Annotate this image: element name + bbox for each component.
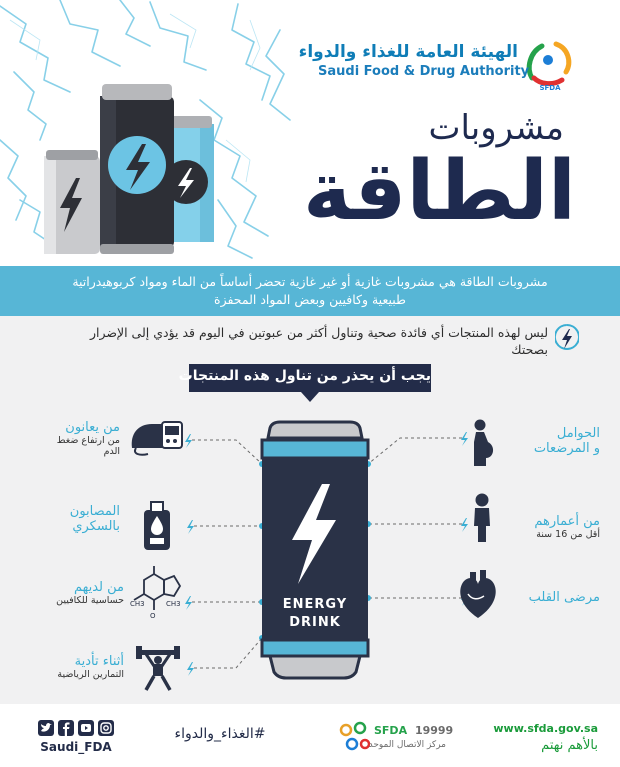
call-center-label: مركز الاتصال الموحد [368, 740, 446, 750]
group-title: من أعمارهم [534, 514, 600, 529]
blood-pressure-monitor-icon [128, 418, 184, 458]
group-title: من يعانون [65, 420, 120, 435]
call-center-logo-icon [338, 720, 372, 754]
logo-badge: SFDA [539, 84, 561, 92]
svg-text:O: O [150, 612, 156, 618]
can-label-line-2: DRINK [289, 615, 341, 630]
group-sub-1: أقل من 16 سنة [536, 529, 600, 540]
call-center-number [374, 724, 453, 737]
caffeine-molecule-icon [124, 566, 188, 618]
intro-line-2: طبيعية وكافيين وبعض المواد المحفزة [214, 292, 406, 307]
group-title-1: الحوامل [556, 426, 600, 441]
glucose-meter-icon [138, 500, 176, 554]
group-sub-1: التمارين الرياضية [57, 669, 124, 680]
intro-line-1: مشروبات الطاقة هي مشروبات غازية أو غير غازية تحضر أساساً من الماء ومواد كربوهيدراتية [72, 274, 548, 289]
title-subheading: مشروبات [428, 108, 564, 148]
energy-drink-can [262, 422, 368, 678]
logo-arabic-name: الهيئة العامة للغذاء والدواء [298, 42, 518, 62]
slogan: بالأهم نهتم [541, 738, 598, 753]
group-heart-patients [506, 590, 600, 605]
group-sub-1: حساسية للكافيين [56, 595, 124, 606]
hashtag: #الغذاء_والدواء [174, 726, 266, 742]
section-heading: يجب أن يحذر من تناول هذه المنتجات [178, 368, 431, 384]
warning-line-1: ليس لهذه المنتجات أي فائدة صحية وتناول أكثر من عبوتين في اليوم قد يؤدي إلى الإضرار [89, 325, 548, 340]
group-title: من لديهم [73, 580, 124, 595]
hero-cans-illustration [0, 0, 300, 262]
can-label-line-1: ENERGY [282, 597, 348, 612]
black-can [100, 84, 174, 254]
warning-text [18, 324, 578, 358]
group-title-2: بالسكري [72, 519, 120, 534]
can-label [262, 596, 368, 632]
social-icons [38, 720, 114, 740]
sfda-logo-icon [522, 38, 578, 88]
svg-text:CH3: CH3 [130, 600, 145, 608]
intro-text [24, 273, 596, 309]
group-caffeine-sensitivity [30, 580, 124, 606]
phone-number[interactable]: 19999 [414, 724, 454, 737]
group-sub-2: الدم [103, 446, 120, 457]
social-media-icons [38, 720, 114, 736]
group-children [506, 514, 600, 540]
child-icon [468, 492, 496, 544]
group-title: مرضى القلب [528, 590, 600, 605]
warning-line-2: بصحتك [511, 342, 548, 357]
group-diabetes [40, 504, 120, 534]
group-title: أثناء تأدية [74, 654, 124, 669]
website-link[interactable]: www.sfda.gov.sa [493, 722, 598, 735]
twitter-handle[interactable]: Saudi_FDA [40, 740, 112, 754]
exercise-weights-icon [136, 646, 180, 692]
group-title-2: و المرضعات [533, 441, 600, 456]
pregnant-woman-icon [464, 418, 498, 468]
page-title: الطاقة [303, 144, 576, 239]
heart-icon [456, 570, 500, 620]
group-exercise [30, 654, 124, 680]
silver-can [44, 150, 100, 254]
group-pregnant-nursing [510, 426, 600, 456]
sfda-label: SFDA [374, 724, 408, 737]
group-high-blood-pressure [40, 420, 120, 457]
logo-english-name: Saudi Food & Drug Authority [318, 64, 530, 79]
group-sub-1: من ارتفاع ضغط [56, 435, 120, 446]
group-title-1: المصابون [69, 504, 120, 519]
svg-text:CH3: CH3 [166, 600, 181, 608]
